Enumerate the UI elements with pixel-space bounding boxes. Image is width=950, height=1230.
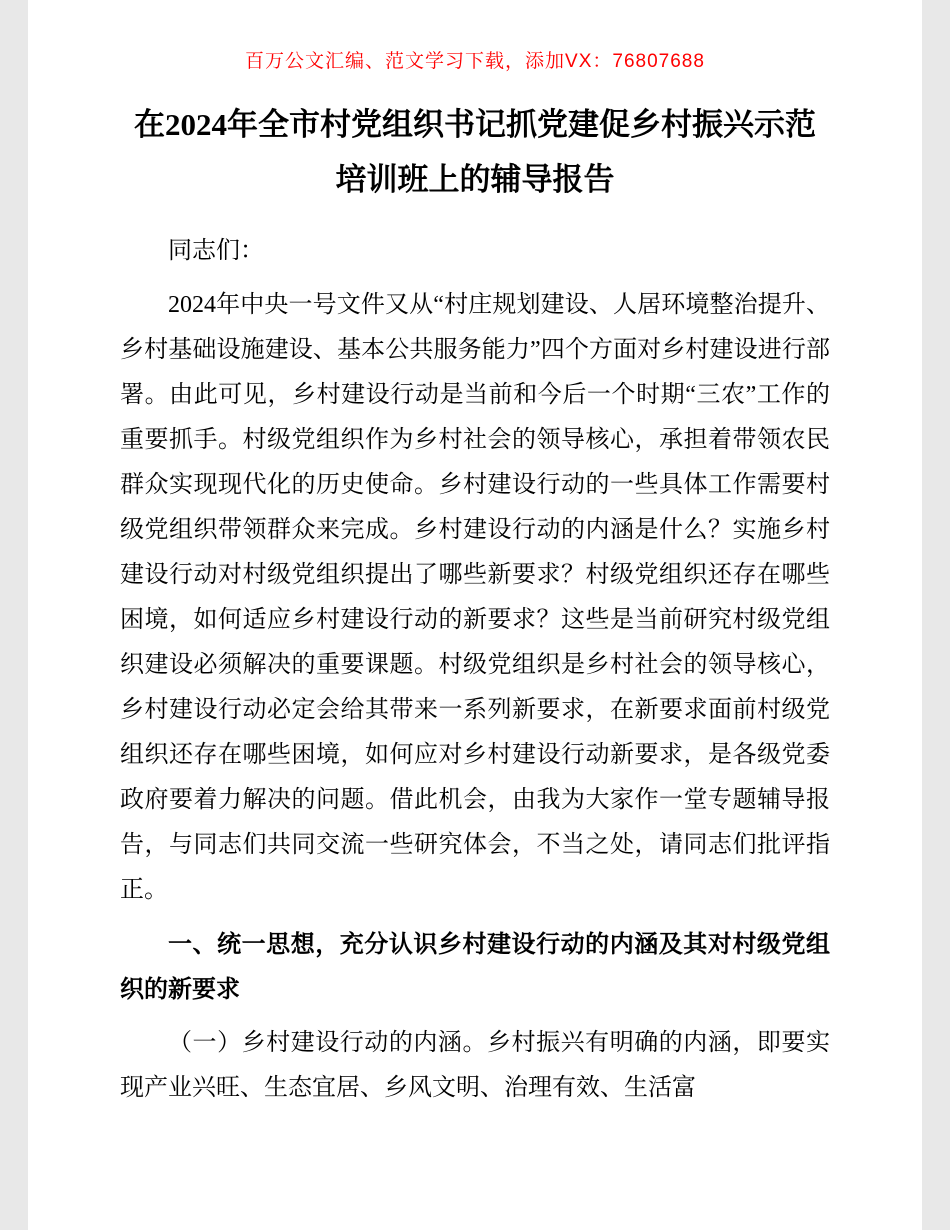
intro-paragraph: 2024年中央一号文件又从“村庄规划建设、人居环境整治提升、乡村基础设施建设、基本公共服务能力”四个方面对乡村建设进行部署。由此可见，乡村建设行动是当前和今后一个时期“三农”工作的重要抓手。村级党组织作为乡村社会的领导核心，承担着带领农民群众实现现代化的历史使命。乡村建设行动的一些具体工作需要村级党组织带领群众来完成。乡村建设行动的内涵是什么？实施乡村建设行动对村级党组织提出了哪些新要求？村级党组织还存在哪些困境，如何适应乡村建设行动的新要求？这些是当前研究村级党组织建设必须解决的重要课题。村级党组织是乡村社会的领导核心，乡村建设行动必定会给其带来一系列新要求，在新要求面前村级党组织还存在哪些困境，如何应对乡村建设行动新要求，是各级党委政府要着力解决的问题。借此机会，由我为大家作一堂专题辅导报告，与同志们共同交流一些研究体会，不当之处，请同志们批评指正。 bbox=[120, 292, 830, 904]
subsection-paragraph: （一）乡村建设行动的内涵。乡村振兴有明确的内涵，即要实现产业兴旺、生态宜居、乡风文明、治理有效、生活富 bbox=[120, 1030, 830, 1102]
header-notice: 百万公文汇编、范文学习下载，添加VX：76807688 bbox=[245, 51, 705, 72]
document-page bbox=[28, 0, 922, 1230]
section-heading: 一、统一思想，充分认识乡村建设行动的内涵及其对村级党组织的新要求 bbox=[120, 931, 830, 1004]
document-title: 在2024年全市村党组织书记抓党建促乡村振兴示范培训班上的辅导报告 bbox=[134, 107, 816, 198]
salutation: 同志们： bbox=[168, 238, 264, 265]
